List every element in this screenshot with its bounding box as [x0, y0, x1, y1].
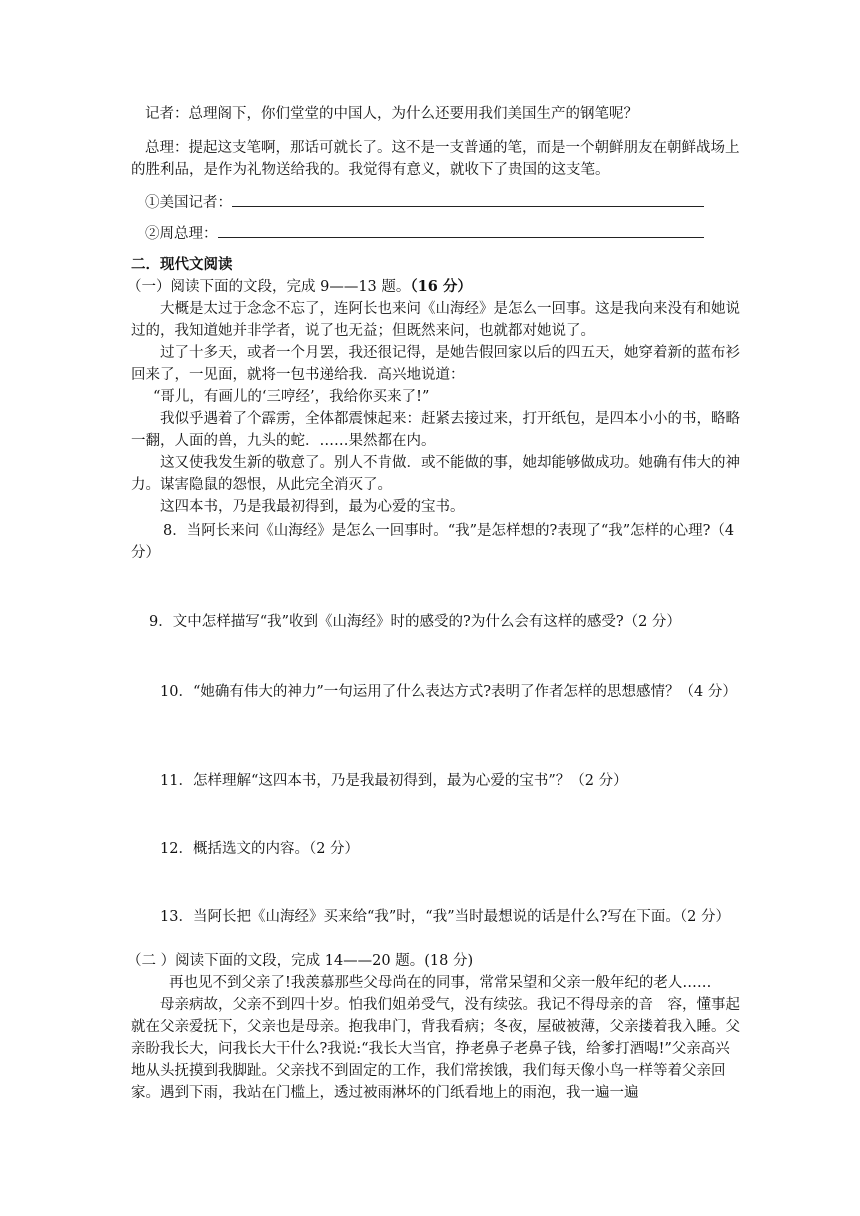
part1-intro-text: （一）阅读下面的文段，完成 9——13 题。	[127, 279, 411, 295]
passage-paragraph: “哥儿，有画儿的‘三哼经’，我给你买来了!”	[153, 389, 430, 405]
answer-blank-reporter	[145, 192, 754, 214]
part1-intro-score: （16 分）	[410, 278, 472, 295]
passage-paragraph: 我似乎遇着了个霹雳，全体都震悚起来：赶紧去接过来，打开纸包，是四本小小的书，略略一翻，人面的兽，九头的蛇．……果然都在内。	[131, 411, 740, 449]
dialog-premier: 总理：提起这支笔啊，那话可就长了。这不是一支普通的笔，而是一个朝鲜朋友在朝鲜战场上的胜利品，是作为礼物送给我的。我觉得有意义，就收下了贵国的这支笔。	[131, 140, 740, 178]
question-9: 9．文中怎样描写“我”收到《山海经》时的感受的?为什么会有这样的感受?（2 分）	[149, 614, 681, 630]
question-13: 13．当阿长把《山海经》买来给“我”时，“我”当时最想说的话是什么?写在下面。（2 分）	[160, 909, 730, 925]
passage-paragraph: 过了十多天，或者一个月罢，我还很记得，是她告假回家以后的四五天，她穿着新的蓝布衫回来了，一见面，就将一包书递给我．高兴地说道：	[131, 345, 740, 383]
question-8: 8．当阿长来问《山海经》是怎么一回事时。“我”是怎样想的?表现了“我”怎样的心理?（4 分）	[131, 523, 735, 561]
passage-paragraph: 大概是太过于念念不忘了，连阿长也来问《山海经》是怎么一回事。这是我向来没有和她说过的，我知道她并非学者，说了也无益；但既然来问，也就都对她说了。	[131, 301, 740, 339]
part2-intro: （二 ）阅读下面的文段，完成 14——20 题。(18 分)	[127, 953, 474, 969]
answer-blank-premier	[145, 223, 754, 245]
question-10: 10．“她确有伟大的神力”一句运用了什么表达方式?表明了作者怎样的思想感情？（4 分）	[160, 684, 737, 700]
blank-label-reporter: ①美国记者：	[145, 195, 232, 211]
section-title: 二．现代文阅读	[131, 256, 233, 273]
passage2-paragraph: 再也见不到父亲了!我羡慕那些父母尚在的同事，常常呆望和父亲一般年纪的老人……	[169, 975, 712, 991]
passage-paragraph: 这又使我发生新的敬意了。别人不肯做．或不能做的事，她却能够做成功。她确有伟大的神力。谋害隐鼠的怨恨，从此完全消灭了。	[131, 455, 740, 493]
part1-intro	[127, 276, 736, 298]
question-12: 12．概括选文的内容。（2 分）	[160, 841, 360, 857]
answer-line-reporter[interactable]	[232, 192, 704, 207]
blank-label-premier: ②周总理：	[145, 226, 218, 242]
answer-line-premier[interactable]	[218, 223, 704, 238]
dialog-reporter: 记者：总理阁下，你们堂堂的中国人，为什么还要用我们美国生产的钢笔呢？	[145, 106, 638, 122]
passage2-paragraph: 母亲病故，父亲不到四十岁。怕我们姐弟受气，没有续弦。我记不得母亲的音 容，懂事起就在父亲爱抚下，父亲也是母亲。抱我串门，背我看病；冬夜，屋破被薄，父亲搂着我入睡。父亲盼我长大，问我长大干什么?我说:“我长大当官，挣老鼻子老鼻子钱，给爹打酒喝!”父亲高兴地从头抚摸到我脚趾。父亲找不到固定的工作，我们常挨饿，我们每天像小鸟一样等着父亲回家。遇到下雨，我站在门槛上，透过被雨淋坏的门纸看地上的雨泡，我一遍一遍	[131, 997, 740, 1101]
passage-paragraph: 这四本书，乃是我最初得到，最为心爱的宝书。	[160, 499, 465, 515]
question-11: 11．怎样理解“这四本书，乃是我最初得到，最为心爱的宝书”？（2 分）	[160, 773, 628, 789]
